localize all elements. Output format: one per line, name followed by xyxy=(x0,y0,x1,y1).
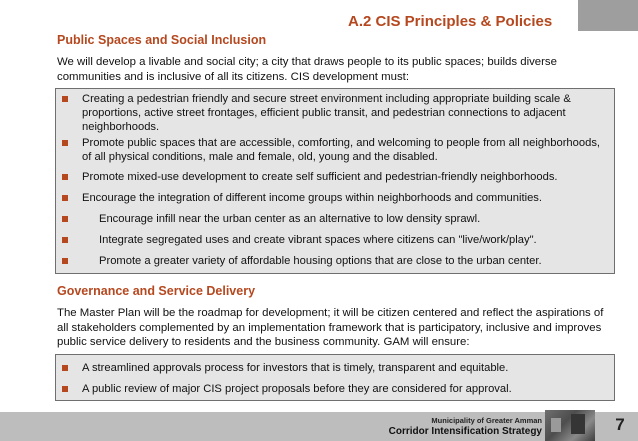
section-heading-governance: Governance and Service Delivery xyxy=(57,284,256,298)
bullet-box-public-spaces xyxy=(55,88,615,274)
page-title: A.2 CIS Principles & Policies xyxy=(348,13,553,30)
bullet-text: A streamlined approvals process for investors that is timely, transparent and equitable. xyxy=(82,362,509,374)
footer-strategy-title: Corridor Intensification Strategy xyxy=(388,426,542,437)
bullet-square-icon xyxy=(62,96,68,102)
section-intro-governance: The Master Plan will be the roadmap for development; it will be citizen centered and reflect the aspirations of all stakeholders complemented by an implementation framework that is participatory, inclusive and improves public service delivery to residents and the business community. GAM will ensure: xyxy=(57,307,604,348)
bullet-square-icon xyxy=(62,174,68,180)
section-intro-public-spaces: We will develop a livable and social city; a city that draws people to its public spaces; builds diverse communities and is inclusive of all its citizens. CIS development must: xyxy=(57,56,557,83)
bullet-square-icon xyxy=(62,216,68,222)
bullet-text: Integrate segregated uses and create vibrant spaces where citizens can "live/work/play". xyxy=(99,234,537,246)
bullet-box-governance xyxy=(55,354,615,401)
bullet-square-icon xyxy=(62,386,68,392)
bullet-square-icon xyxy=(62,237,68,243)
bullet-text: Creating a pedestrian friendly and secure street environment including appropriate building scale & proportions, active street frontages, efficient public transit, and pedestrian connections to adjacent neighborhoods. xyxy=(82,93,571,133)
bullet-text: Promote public spaces that are accessible, comforting, and welcoming to people from all neighborhoods, of all physical conditions, male and female, old, young and the disabled. xyxy=(82,137,601,163)
footer-bar xyxy=(0,412,638,441)
bullet-text: Encourage the integration of different income groups within neighborhoods and communities. xyxy=(82,192,543,204)
section-heading-public-spaces: Public Spaces and Social Inclusion xyxy=(57,33,267,47)
bullet-text: Promote a greater variety of affordable housing options that are close to the urban center. xyxy=(99,255,542,267)
bullet-square-icon xyxy=(62,258,68,264)
bullet-square-icon xyxy=(62,365,68,371)
page-number: 7 xyxy=(615,415,625,434)
header-accent-bar xyxy=(578,0,638,31)
bullet-text: A public review of major CIS project proposals before they are considered for approval. xyxy=(82,383,512,395)
bullet-text: Promote mixed-use development to create self sufficient and pedestrian-friendly neighborhoods. xyxy=(82,171,558,183)
footer-city-photo-image xyxy=(545,410,595,441)
bullet-text: Encourage infill near the urban center as an alternative to low density sprawl. xyxy=(99,213,481,225)
footer-organization: Municipality of Greater Amman xyxy=(431,416,542,425)
bullet-square-icon xyxy=(62,195,68,201)
bullet-square-icon xyxy=(62,140,68,146)
